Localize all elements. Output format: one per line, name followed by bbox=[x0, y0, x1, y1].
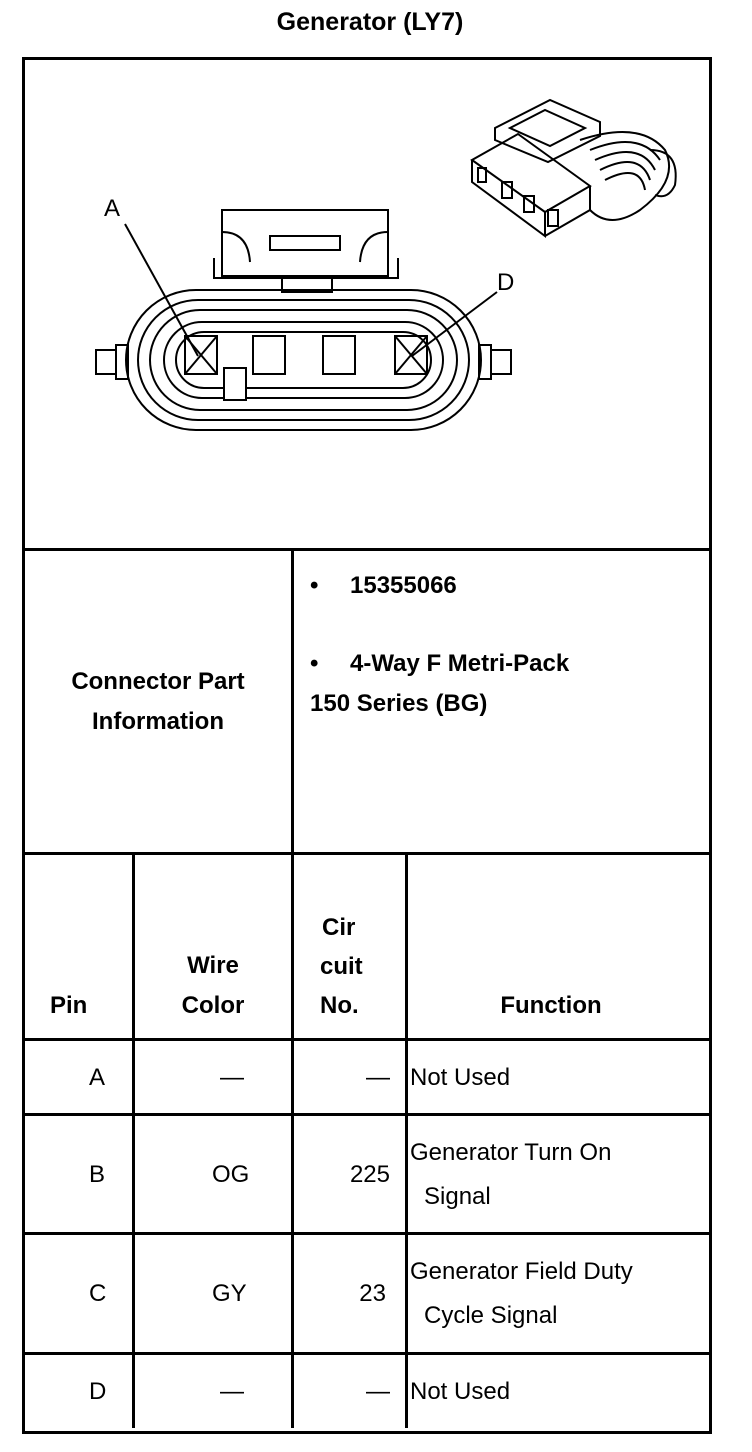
side-tab-right bbox=[491, 350, 511, 374]
bullet-dot: • bbox=[310, 572, 319, 599]
row-pin: A bbox=[89, 1064, 106, 1091]
divider-header-bottom bbox=[22, 1038, 709, 1041]
row-pin: C bbox=[89, 1280, 107, 1307]
connector-series: 150 Series (BG) bbox=[310, 690, 488, 717]
latch-curve-right bbox=[360, 232, 388, 262]
latch-curve-left bbox=[222, 232, 250, 262]
cavity-b bbox=[253, 336, 285, 374]
row-wire-color: GY bbox=[212, 1280, 247, 1307]
label-d: D bbox=[497, 269, 515, 296]
connector-outline-2 bbox=[138, 300, 469, 420]
row-function-line1: Generator Field Duty bbox=[410, 1258, 633, 1285]
row-function-line2: Signal bbox=[424, 1183, 491, 1210]
connector-diagram bbox=[25, 60, 706, 550]
row-circuit: — bbox=[366, 1064, 390, 1091]
page-title: Generator (LY7) bbox=[276, 8, 464, 36]
row-function: Not Used bbox=[410, 1064, 511, 1091]
row-circuit: 23 bbox=[359, 1280, 386, 1307]
header-function: Function bbox=[500, 992, 602, 1019]
label-a: A bbox=[104, 195, 121, 222]
divider-row-c-bottom bbox=[22, 1352, 709, 1355]
connector-isometric-icon bbox=[472, 100, 676, 236]
header-wire-line2: Color bbox=[181, 992, 245, 1019]
part-info-label-line2: Information bbox=[92, 708, 224, 735]
row-circuit: 225 bbox=[349, 1161, 390, 1188]
row-circuit: — bbox=[366, 1378, 390, 1405]
side-tab-left bbox=[96, 350, 116, 374]
part-info-label-line1: Connector Part bbox=[71, 668, 245, 695]
divider-row-b-bottom bbox=[22, 1232, 709, 1235]
header-circuit-line2: cuit bbox=[320, 953, 363, 980]
divider-diagram-bottom bbox=[22, 548, 709, 551]
row-pin: B bbox=[89, 1161, 106, 1188]
row-wire-color: OG bbox=[212, 1161, 250, 1188]
row-wire-color: — bbox=[220, 1064, 244, 1091]
connector-type: 4-Way F Metri-Pack bbox=[350, 650, 570, 677]
latch-housing bbox=[222, 210, 388, 276]
divider-function-column bbox=[405, 852, 408, 1428]
cavity-c bbox=[323, 336, 355, 374]
part-number: 15355066 bbox=[350, 572, 457, 599]
header-circuit-line3: No. bbox=[320, 992, 359, 1019]
header-circuit-line1: Cir bbox=[322, 914, 356, 941]
header-wire-line1: Wire bbox=[187, 952, 239, 979]
row-wire-color: — bbox=[220, 1378, 244, 1405]
row-function-line1: Generator Turn On bbox=[410, 1139, 612, 1166]
row-function-line2: Cycle Signal bbox=[424, 1302, 558, 1329]
latch-slot bbox=[270, 236, 340, 250]
row-function: Not Used bbox=[410, 1378, 511, 1405]
divider-row-a-bottom bbox=[22, 1113, 709, 1116]
row-pin: D bbox=[89, 1378, 107, 1405]
header-pin: Pin bbox=[50, 992, 88, 1019]
polarization-key bbox=[224, 368, 246, 400]
divider-pin-column bbox=[132, 852, 135, 1428]
bullet-dot: • bbox=[310, 650, 319, 677]
divider-part-info-bottom bbox=[22, 852, 709, 855]
